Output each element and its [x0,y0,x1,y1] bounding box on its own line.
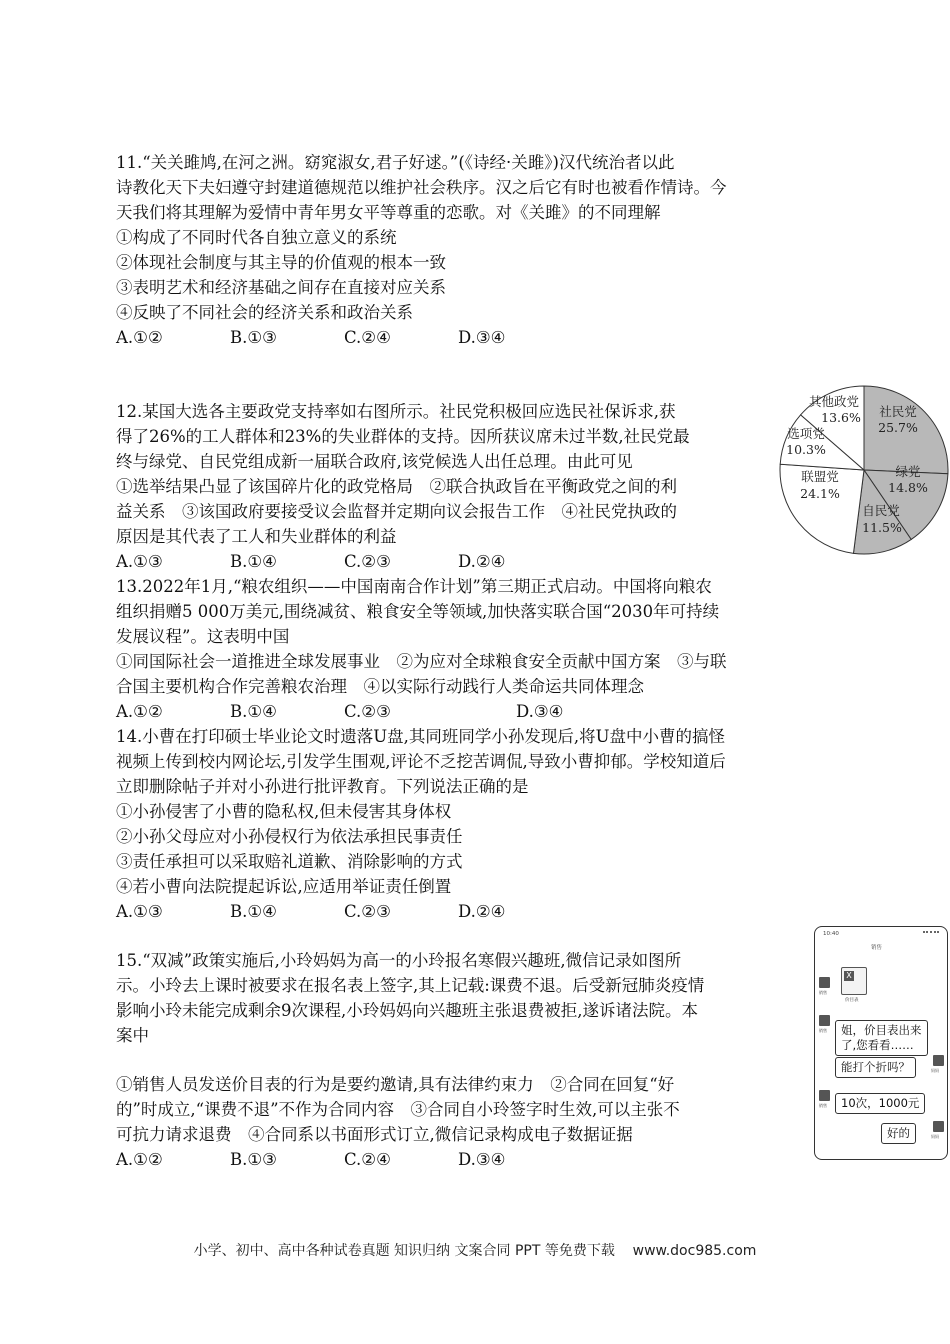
q15-option-d: D.③④ [458,1150,506,1169]
pie-slice-label: 绿党 [895,464,921,479]
message-text: 10次，1000元 [841,1096,920,1110]
signal-icon [923,931,939,938]
q13-option-c: C.②③ [344,702,391,721]
q12-option-d: D.②④ [458,552,506,571]
q12-line-3: 终与绿党、自民党组成新一届联合政府,该党候选人出任总理。由此可见 [116,452,633,471]
pie-slice-label: 选项党 [787,426,825,441]
q11-line-1: 11.“关关雎鸠,在河之洲。窈窕淑女,君子好逑。”(《诗经·关雎》)汉代统治者以此 [116,153,675,172]
message-text: 姐，价目表出来 [841,1023,922,1037]
message-bubble [881,1123,916,1144]
message-bubble [835,1093,925,1114]
q14-item-1: ①小孙侵害了小曹的隐私权,但未侵害其身体权 [116,802,452,821]
footer-slogan: 小学、初中、高中各种试卷真题 知识归纳 文案合同 PPT 等免费下载 [193,1243,615,1259]
q12-line-1: 12.某国大选各主要政党支持率如右图所示。社民党积极回应选民社保诉求,获 [116,402,676,421]
q14-option-b: B.①④ [230,902,277,921]
message-text: 好的 [887,1126,910,1140]
q13-line-4: ①同国际社会一道推进全球发展事业 ②为应对全球粮食安全贡献中国方案 ③与联 [116,652,727,671]
q14-item-3: ③责任承担可以采取赔礼道歉、消除影响的方式 [116,852,463,871]
self-avatar-label: 妈妈 [931,1068,939,1073]
q14-line-1: 14.小曹在打印硕士毕业论文时遗落U盘,其同班同学小孙发现后,将U盘中小曹的搞怪 [116,727,726,746]
footer-url[interactable]: www.doc985.com [632,1243,757,1259]
pie-slice-value: 25.7% [878,420,918,435]
self-avatar-icon [933,1055,944,1066]
q13-option-d: D.③④ [516,702,564,721]
q11-option-a: A.①② [116,328,163,347]
q11-line-3: 天我们将其理解为爱情中青年男女平等尊重的恋歌。对《关雎》的不同理解 [116,203,661,222]
sales-avatar-icon [819,977,830,988]
q12-line-2: 得了26%的工人群体和23%的失业群体的支持。因所获议席未过半数,社民党最 [116,427,690,446]
file-label: 价目表 [845,998,859,1003]
q15-line-2: 示。小玲去上课时被要求在报名表上签字,其上记载:课费不退。后受新冠肺炎疫情 [116,976,705,995]
sales-avatar-label: 销售 [819,990,827,995]
excel-file-icon: X [841,967,867,995]
q13-line-5: 合国主要机构合作完善粮农治理 ④以实际行动践行人类命运共同体理念 [116,677,644,696]
q12-option-a: A.①③ [116,552,163,571]
pie-slice-value: 14.8% [888,480,928,495]
message-text: 能打个折吗？ [841,1060,910,1074]
wechat-chat-screenshot [814,926,948,1160]
q15-line-7: 可抗力请求退费 ④合同系以书面形式订立,微信记录构成电子数据证据 [116,1125,633,1144]
q14-option-a: A.①③ [116,902,163,921]
q12-line-4: ①选举结果凸显了该国碎片化的政党格局 ②联合执政旨在平衡政党之间的利 [116,477,677,496]
q13-line-2: 组织捐赠5 000万美元,围绕减贫、粮食安全等领域,加快落实联合国“2030年可持续 [116,602,720,621]
pie-slice-label: 联盟党 [801,469,839,484]
q14-line-2: 视频上传到校内网论坛,引发学生围观,评论不乏挖苦调侃,导致小曹抑郁。学校知道后 [116,752,726,771]
page-footer [0,1240,950,1260]
q12-option-b: B.①④ [230,552,277,571]
q11-option-d: D.③④ [458,328,506,347]
pie-slice-value: 24.1% [800,486,840,501]
q15-option-a: A.①② [116,1150,163,1169]
q15-line-6: 的”时成立,“课费不退”不作为合同内容 ③合同自小玲签字时生效,可以主张不 [116,1100,680,1119]
q15-line-1: 15.“双减”政策实施后,小玲妈妈为高一的小玲报名寒假兴趣班,微信记录如图所 [116,951,682,970]
q11-item-4: ④反映了不同社会的经济关系和政治关系 [116,303,413,322]
q13-line-1: 13.2022年1月,“粮农组织——中国南南合作计划”第三期正式启动。中国将向粮农 [116,577,712,596]
q11-option-c: C.②④ [344,328,391,347]
sales-avatar-icon [819,1015,830,1026]
sales-avatar-label: 销售 [819,1028,827,1033]
q14-option-c: C.②③ [344,902,391,921]
q11-item-3: ③表明艺术和经济基础之间存在直接对应关系 [116,278,446,297]
q12-line-5: 益关系 ③该国政府要接受议会监督并定期向议会报告工作 ④社民党执政的 [116,502,677,521]
self-avatar-label: 妈妈 [931,1134,939,1139]
sales-avatar-label: 销售 [819,1103,827,1108]
q11-item-2: ②体现社会制度与其主导的价值观的根本一致 [116,253,446,272]
message-bubble [835,1020,928,1056]
pie-slice-value: 10.3% [786,442,826,457]
q13-option-b: B.①④ [230,702,277,721]
q11-line-2: 诗教化天下夫妇遵守封建道德规范以维护社会秩序。汉之后它有时也被看作情诗。今 [116,178,727,197]
q12-option-c: C.②③ [344,552,391,571]
q14-item-2: ②小孙父母应对小孙侵权行为依法承担民事责任 [116,827,463,846]
q13-line-3: 发展议程”。这表明中国 [116,627,290,646]
q11-option-b: B.①③ [230,328,277,347]
q11-item-1: ①构成了不同时代各自独立意义的系统 [116,228,397,247]
sales-avatar-icon [819,1090,830,1101]
pie-slice-value: 13.6% [821,410,861,425]
q15-option-c: C.②④ [344,1150,391,1169]
q13-option-a: A.①② [116,702,163,721]
q14-option-d: D.②④ [458,902,506,921]
party-support-pie-chart [778,384,950,556]
q15-line-4: 案中 [116,1026,149,1045]
chat-title: 销售 [871,945,883,951]
q14-item-4: ④若小曹向法院提起诉讼,应适用举证责任倒置 [116,877,452,896]
q14-line-3: 立即删除帖子并对小孙进行批评教育。下列说法正确的是 [116,777,529,796]
phone-time: 10:40 [823,931,839,937]
pie-slice-label: 其他政党 [808,394,860,409]
q12-line-6: 原因是其代表了工人和失业群体的利益 [116,527,397,546]
message-text: 了,您看看…… [841,1038,914,1052]
self-avatar-icon [933,1121,944,1132]
q15-option-b: B.①③ [230,1150,277,1169]
q15-line-5: ①销售人员发送价目表的行为是要约邀请,具有法律约束力 ②合同在回复“好 [116,1075,675,1094]
pie-slice-label: 社民党 [879,404,917,419]
message-bubble [835,1057,916,1078]
q15-line-3: 影响小玲未能完成剩余9次课程,小玲妈妈向兴趣班主张退费被拒,遂诉诸法院。本 [116,1001,698,1020]
pie-slice-value: 11.5% [862,520,902,535]
pie-slice-label: 自民党 [862,503,900,518]
